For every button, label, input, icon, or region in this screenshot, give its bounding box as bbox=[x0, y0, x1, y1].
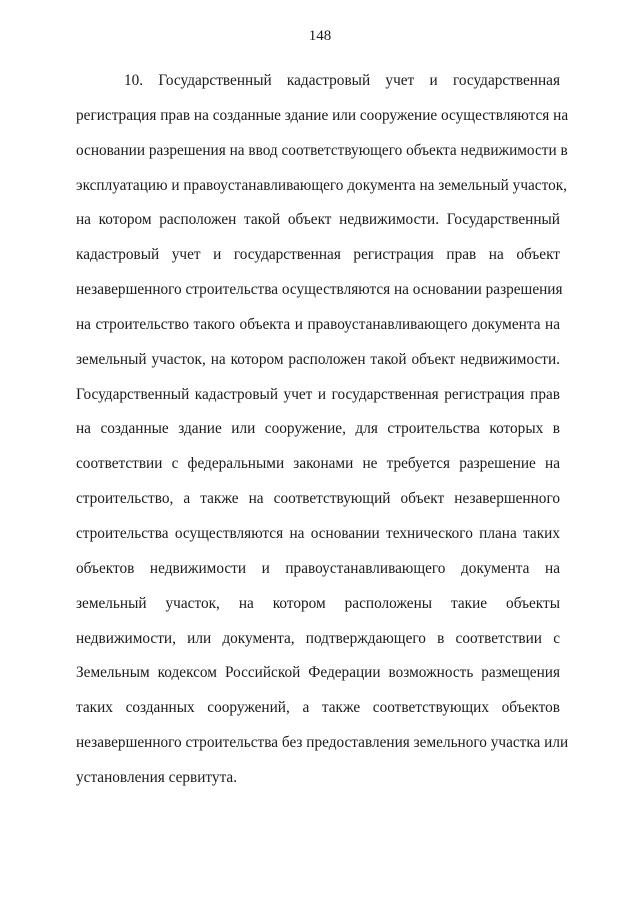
text-line: на созданные здание или сооружение, для строительства которых в bbox=[76, 420, 560, 438]
text-line: 10. Государственный кадастровый учет и государственная bbox=[124, 72, 560, 89]
text-line: на котором расположен такой объект недвижимости. Государственный bbox=[76, 211, 560, 229]
text-line: Земельным кодексом Российской Федерации возможность размещения bbox=[76, 664, 560, 682]
page-number: 148 bbox=[308, 28, 332, 44]
text-line: строительство, а также на соответствующий объект незавершенного bbox=[76, 490, 560, 508]
text-line: соответствии с федеральными законами не требуется разрешение на bbox=[76, 455, 560, 473]
text-line: основании разрешения на ввод соответствующего объекта недвижимости в bbox=[76, 141, 568, 159]
text-line: эксплуатацию и правоустанавливающего документа на земельный участок, bbox=[76, 176, 567, 194]
text-line: регистрация прав на созданные здание или сооружение осуществляются на bbox=[76, 106, 569, 124]
text-line: установления сервитута. bbox=[76, 768, 238, 786]
text-line: недвижимости, или документа, подтверждающего в соответствии с bbox=[76, 629, 560, 647]
text-line: таких созданных сооружений, а также соответствующих объектов bbox=[76, 699, 560, 717]
text-line: строительства осуществляются на основании технического плана таких bbox=[76, 524, 560, 542]
text-line: Государственный кадастровый учет и государственная регистрация прав bbox=[76, 385, 560, 403]
text-line: незавершенного строительства без предоставления земельного участка или bbox=[76, 734, 569, 752]
text-line: незавершенного строительства осуществляются на основании разрешения bbox=[76, 281, 563, 299]
text-line: земельный участок, на котором расположен такой объект недвижимости. bbox=[76, 350, 560, 368]
text-line: на строительство такого объекта и правоустанавливающего документа на bbox=[76, 315, 560, 333]
paragraph-10 bbox=[76, 71, 569, 803]
text-line: объектов недвижимости и правоустанавливающего документа на bbox=[76, 559, 560, 577]
text-line: земельный участок, на котором расположены такие объекты bbox=[76, 594, 560, 612]
text-line: кадастровый учет и государственная регистрация прав на объект bbox=[76, 246, 560, 264]
